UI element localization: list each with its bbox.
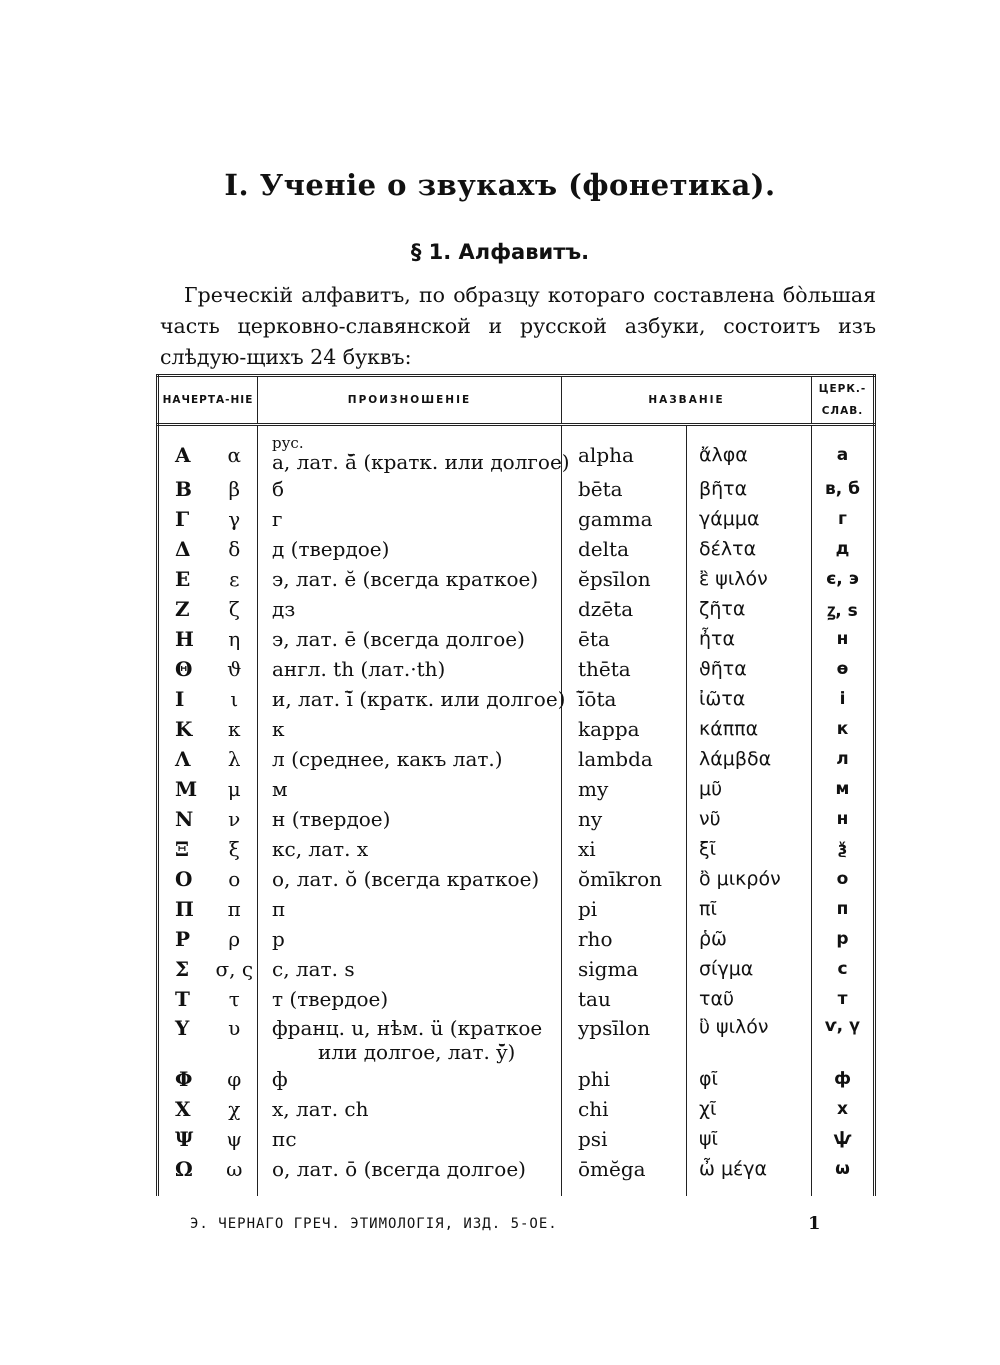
pronunciation-cell [258,864,562,894]
latin-name: ōmĕga [562,1154,687,1196]
greek-name: γάμμα [687,504,812,534]
intro-paragraph: Греческій алфавитъ, по образцу котораго составлена бо̀льшая часть церковно-славянской и русской азбуки, состоитъ изъ слѣдую-щихъ 24 буквъ: [160,283,876,369]
pronunciation-text: р [272,927,285,951]
table-row [158,474,875,504]
letter-lowercase: η [228,627,241,651]
letter-lowercase: α [227,443,241,467]
letter-lowercase: φ [227,1067,242,1091]
greek-name: ὂ μικρόν [687,864,812,894]
church-slavonic-letter: д [812,534,875,564]
pronunciation-cell [258,834,562,864]
letter-uppercase: Ι [158,684,216,714]
pronunciation-cell [258,504,562,534]
pronunciation-text: о, лат. ō (всегда долгое) [272,1157,526,1181]
pronunciation-cell [258,714,562,744]
letter-uppercase: Ψ [158,1124,216,1154]
pronunciation-text: т (твердое) [272,987,389,1011]
table-row [158,1094,875,1124]
table-row [158,834,875,864]
letter-lowercase: ϑ [227,657,242,681]
letter-lowercase: γ [228,507,241,531]
pronunciation-text: англ. th (лат.·th) [272,657,446,681]
table-row [158,714,875,744]
latin-name: tau [562,984,687,1014]
letter-lowercase: ψ [226,1127,243,1151]
letter-lowercase: μ [227,777,241,801]
latin-name: delta [562,534,687,564]
greek-name: λάμβδα [687,744,812,774]
greek-name: μῦ [687,774,812,804]
latin-name: rho [562,924,687,954]
letter-uppercase: Α [158,425,216,475]
greek-name: ψῖ [687,1124,812,1154]
pronunciation-cell [258,1124,562,1154]
latin-name: bēta [562,474,687,504]
pronunciation-text: м [272,777,288,801]
latin-name: ŏmīkron [562,864,687,894]
church-slavonic-letter: н [812,804,875,834]
page-title: I. Ученіе о звукахъ (фонетика). [224,168,776,202]
pronunciation-text: ф [272,1067,288,1091]
pronunciation-text: п [272,897,286,921]
pronunciation-text: а, лат. ă̄ (кратк. или долгое) [272,450,570,474]
church-slavonic-letter: к [812,714,875,744]
greek-name: νῦ [687,804,812,834]
pronunciation-cell [258,1064,562,1094]
letter-lowercase: λ [227,747,241,771]
church-slavonic-letter: м [812,774,875,804]
letter-uppercase: Ν [158,804,216,834]
letter-uppercase: Μ [158,774,216,804]
pronunciation-cell [258,984,562,1014]
greek-name: χῖ [687,1094,812,1124]
letter-uppercase: Τ [158,984,216,1014]
letter-lowercase: τ [228,987,240,1011]
letter-uppercase: Κ [158,714,216,744]
latin-name: chi [562,1094,687,1124]
latin-name: ny [562,804,687,834]
church-slavonic-letter: ѱ [812,1124,875,1154]
letter-lowercase: ζ [228,597,240,621]
pronunciation-cell [258,804,562,834]
greek-name: ὓ ψιλόν [687,1014,812,1064]
greek-name: φῖ [687,1064,812,1094]
letter-uppercase: Υ [158,1014,216,1064]
letter-lowercase: υ [228,1016,241,1040]
latin-name: ypsīlon [562,1014,687,1064]
latin-name: psi [562,1124,687,1154]
church-slavonic-letter: о [812,864,875,894]
church-slavonic-letter: п [812,894,875,924]
table-row [158,1154,875,1196]
church-slavonic-letter: р [812,924,875,954]
letter-uppercase: Σ [158,954,216,984]
greek-name: ζῆτα [687,594,812,624]
church-slavonic-letter: а [812,425,875,475]
letter-uppercase: Λ [158,744,216,774]
pronunciation-text: дз [272,597,296,621]
table-row [158,684,875,714]
pronunciation-cell [258,744,562,774]
letter-lowercase: π [227,897,241,921]
greek-name: ὦ μέγα [687,1154,812,1196]
pronunciation-text: к [272,717,285,741]
latin-name: alpha [562,425,687,475]
letter-uppercase: Φ [158,1064,216,1094]
table-row [158,624,875,654]
church-slavonic-letter: ѵ, ү [812,1014,875,1064]
greek-name: ξῖ [687,834,812,864]
pronunciation-text: л (среднее, какъ лат.) [272,747,503,771]
letter-lowercase: β [228,477,241,501]
table-body [158,425,875,1197]
greek-name: ἒ ψιλόν [687,564,812,594]
latin-name: dzēta [562,594,687,624]
church-slavonic-letter: х [812,1094,875,1124]
pronunciation-text: франц. u, нѣм. ü (краткое [272,1016,543,1040]
pronunciation-cell [258,1154,562,1196]
table-row [158,1124,875,1154]
letter-uppercase: Χ [158,1094,216,1124]
greek-name: δέλτα [687,534,812,564]
latin-name: pi [562,894,687,924]
pronunciation-text: кс, лат. x [272,837,369,861]
latin-name: xi [562,834,687,864]
pronunciation-cell [258,894,562,924]
pronunciation-text: э, лат. ĕ (всегда краткое) [272,567,539,591]
table-header-row [158,376,875,425]
pronunciation-note: рус. [272,434,304,452]
section-heading: § 1. Алфавитъ. [410,240,590,264]
greek-name: πῖ [687,894,812,924]
header-church-slavonic: ЦЕРК.-СЛАВ. [812,376,875,425]
letter-uppercase: Θ [158,654,216,684]
church-slavonic-letter: г [812,504,875,534]
letter-uppercase: Ρ [158,924,216,954]
letter-lowercase: ρ [228,927,241,951]
greek-name: ἰῶτα [687,684,812,714]
pronunciation-cell [258,564,562,594]
letter-lowercase: ε [229,567,240,591]
letter-uppercase: Ο [158,864,216,894]
pronunciation-text: б [272,477,285,501]
pronunciation-continuation: или долгое, лат. y̆̄) [318,1040,516,1064]
church-slavonic-letter: л [812,744,875,774]
table-row [158,564,875,594]
letter-uppercase: Β [158,474,216,504]
letter-uppercase: Ξ [158,834,216,864]
greek-name: σίγμα [687,954,812,984]
pronunciation-cell [258,774,562,804]
pronunciation-cell [258,474,562,504]
pronunciation-cell [258,1014,562,1064]
latin-name: ĭ̄ōta [562,684,687,714]
letter-lowercase: κ [228,717,241,741]
pronunciation-cell [258,594,562,624]
letter-uppercase: Γ [158,504,216,534]
letter-uppercase: Ω [158,1154,216,1196]
latin-name: ĕpsīlon [562,564,687,594]
table-row [158,894,875,924]
pronunciation-cell [258,624,562,654]
church-slavonic-letter: ѳ [812,654,875,684]
church-slavonic-letter: ф [812,1064,875,1094]
latin-name: sigma [562,954,687,984]
church-slavonic-letter: в, б [812,474,875,504]
page-number: 1 [808,1213,821,1234]
pronunciation-cell [258,534,562,564]
letter-lowercase: ξ [228,837,240,861]
letter-lowercase: σ, ς [215,957,254,981]
greek-name: βῆτα [687,474,812,504]
table-row [158,654,875,684]
pronunciation-text: х, лат. ch [272,1097,369,1121]
table-row [158,504,875,534]
header-writing: НАЧЕРТА-НІЕ [158,376,258,425]
table-row [158,1014,875,1064]
latin-name: kappa [562,714,687,744]
pronunciation-cell [258,954,562,984]
pronunciation-text: и, лат. ĭ̄ (кратк. или долгое) [272,687,566,711]
pronunciation-text: с, лат. s [272,957,355,981]
church-slavonic-letter: ѡ [812,1154,875,1196]
latin-name: phi [562,1064,687,1094]
footer-text: Э. ЧЕРНАГО ГРЕЧ. ЭТИМОЛОГІЯ, ИЗД. 5-ОЕ. [190,1216,558,1232]
pronunciation-cell [258,924,562,954]
letter-lowercase: ν [228,807,241,831]
letter-uppercase: Ζ [158,594,216,624]
letter-lowercase: δ [228,537,241,561]
church-slavonic-letter: т [812,984,875,1014]
table-row [158,594,875,624]
letter-lowercase: χ [228,1097,241,1121]
table-row [158,954,875,984]
letter-uppercase: Ε [158,564,216,594]
pronunciation-cell [258,425,570,475]
latin-name: my [562,774,687,804]
table-row [158,804,875,834]
greek-name: ϑῆτα [687,654,812,684]
pronunciation-text: д (твердое) [272,537,390,561]
church-slavonic-letter: є, э [812,564,875,594]
table-row [158,864,875,894]
latin-name: lambda [562,744,687,774]
pronunciation-text: г [272,507,283,531]
latin-name: gamma [562,504,687,534]
alphabet-table [156,374,876,1196]
letter-lowercase: ι [230,687,239,711]
church-slavonic-letter: с [812,954,875,984]
table-row [158,924,875,954]
church-slavonic-letter: ѯ [812,834,875,864]
pronunciation-text: пс [272,1127,297,1151]
greek-name: ἄλφα [687,425,812,475]
greek-name: ῥῶ [687,924,812,954]
letter-uppercase: Π [158,894,216,924]
pronunciation-text: э, лат. ē (всегда долгое) [272,627,525,651]
letter-uppercase: Η [158,624,216,654]
latin-name: ēta [562,624,687,654]
pronunciation-cell [258,1094,562,1124]
table-row [158,744,875,774]
letter-uppercase: Δ [158,534,216,564]
letter-lowercase: ο [228,867,241,891]
pronunciation-text: о, лат. ŏ (всегда краткое) [272,867,540,891]
pronunciation-text: н (твердое) [272,807,391,831]
greek-name: ἦτα [687,624,812,654]
table-row [158,774,875,804]
table-row [158,1064,875,1094]
pronunciation-cell [258,654,562,684]
latin-name: thēta [562,654,687,684]
greek-name: κάππα [687,714,812,744]
header-pronunciation: ПРОИЗНОШЕНІЕ [258,376,562,425]
church-slavonic-letter: ꙁ, ѕ [812,594,875,624]
header-name: НАЗВАНІЕ [562,376,812,425]
church-slavonic-letter: і [812,684,875,714]
letter-lowercase: ω [226,1157,243,1181]
church-slavonic-letter: н [812,624,875,654]
pronunciation-cell [258,684,566,714]
table-row [158,425,875,475]
table-row [158,534,875,564]
table-row [158,984,875,1014]
greek-name: ταῦ [687,984,812,1014]
